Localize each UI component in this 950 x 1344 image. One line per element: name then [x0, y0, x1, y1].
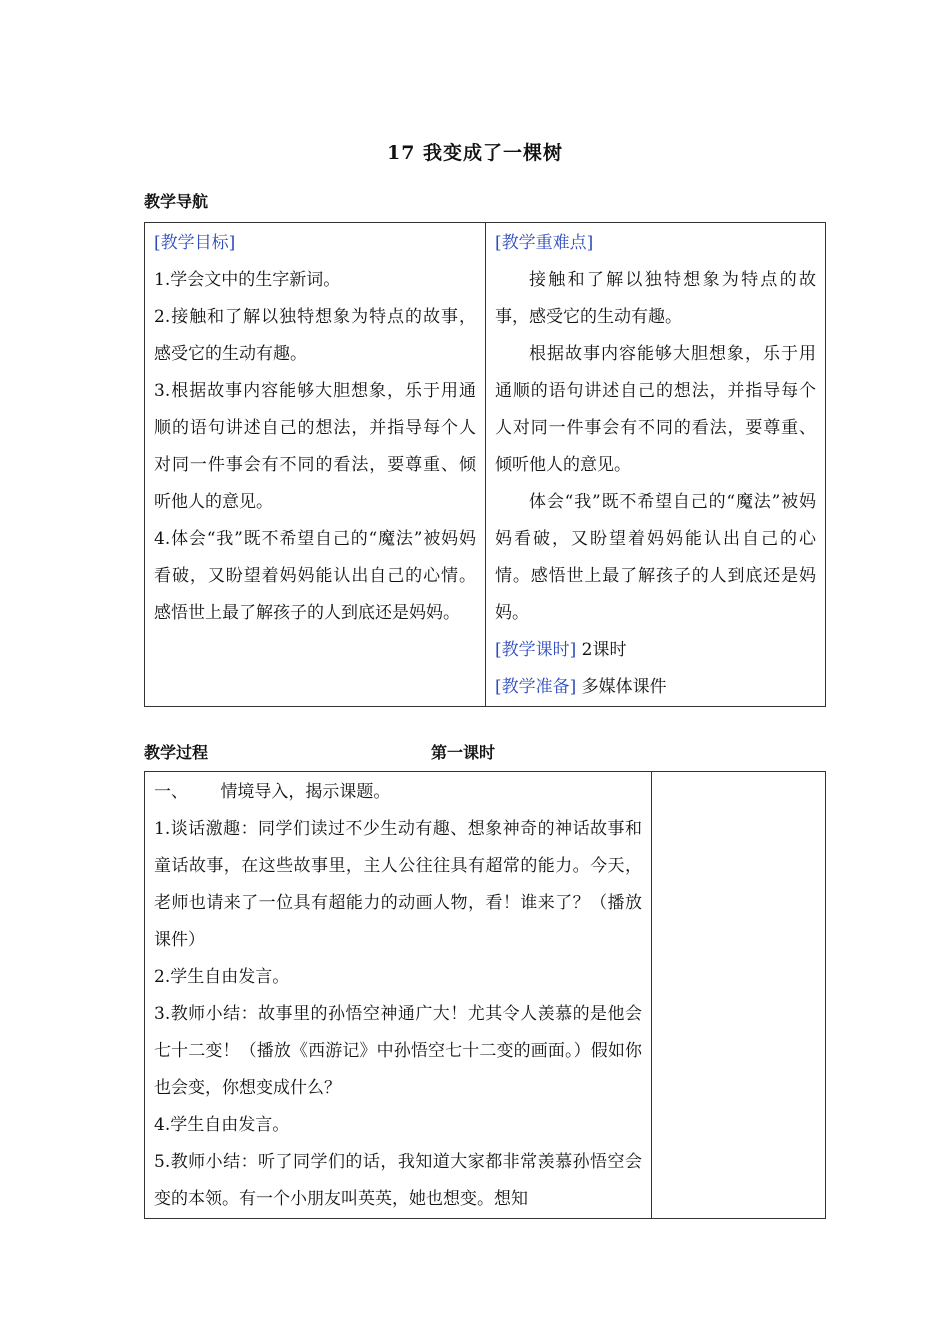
process-notes-cell: [652, 772, 826, 1219]
process-main-cell: [145, 772, 652, 1219]
goal-item: 1.学会文中的生字新词。: [154, 270, 341, 290]
goal-item: 2.接触和了解以独特想象为特点的故事，感受它的生动有趣。: [154, 307, 476, 364]
lesson-heading: 第一课时: [431, 743, 496, 762]
process-item: 5.教师小结：听了同学们的话，我知道大家都非常羡慕孙悟空会变的本领。有一个小朋友叫英英，她也想变。想知: [154, 1152, 642, 1209]
hours-label: [教学课时]: [495, 640, 577, 660]
process-section-title: 一、 情境导入，揭示课题。: [154, 782, 391, 802]
hours-line: [495, 632, 816, 669]
prep-line: [495, 669, 816, 706]
page-title: 17 我变成了一棵树: [386, 142, 564, 164]
goals-cell: [145, 223, 486, 707]
key-point-paragraph: 根据故事内容能够大胆想象，乐于用通顺的语句讲述自己的想法，并指导每个人对同一件事会有不同的看法，要尊重、倾听他人的意见。: [495, 344, 816, 475]
process-heading: 教学过程: [144, 743, 209, 762]
nav-heading: 教学导航: [144, 192, 209, 211]
key-points-cell: [486, 223, 826, 707]
teaching-process-table: [144, 771, 826, 1219]
teaching-nav-table: [144, 222, 826, 707]
prep-value: 多媒体课件: [576, 677, 667, 697]
process-item: 1.谈话激趣：同学们读过不少生动有趣、想象神奇的神话故事和童话故事，在这些故事里，主人公往往具有超常的能力。今天，老师也请来了一位具有超能力的动画人物，看！谁来了？（播放课件）: [154, 819, 642, 950]
goal-item: 3.根据故事内容能够大胆想象，乐于用通顺的语句讲述自己的想法，并指导每个人对同一件事会有不同的看法，要尊重、倾听他人的意见。: [154, 381, 476, 512]
hours-value: 2课时: [576, 640, 627, 660]
key-point-paragraph: 体会“我”既不希望自己的“魔法”被妈妈看破，又盼望着妈妈能认出自己的心情。感悟世上最了解孩子的人到底还是妈妈。: [495, 492, 816, 623]
process-item: 2.学生自由发言。: [154, 967, 290, 987]
process-item: 4.学生自由发言。: [154, 1115, 290, 1135]
process-item: 3.教师小结：故事里的孙悟空神通广大！尤其令人羡慕的是他会七十二变！（播放《西游记》中孙悟空七十二变的画面。）假如你也会变，你想变成什么？: [154, 1004, 642, 1098]
goal-item: 4.体会“我”既不希望自己的“魔法”被妈妈看破，又盼望着妈妈能认出自己的心情。感悟世上最了解孩子的人到底还是妈妈。: [154, 529, 476, 623]
key-point-paragraph: 接触和了解以独特想象为特点的故事，感受它的生动有趣。: [495, 270, 816, 327]
prep-label: [教学准备]: [495, 677, 577, 697]
goals-label: [教学目标]: [154, 233, 236, 253]
key-points-label: [教学重难点]: [495, 233, 594, 253]
